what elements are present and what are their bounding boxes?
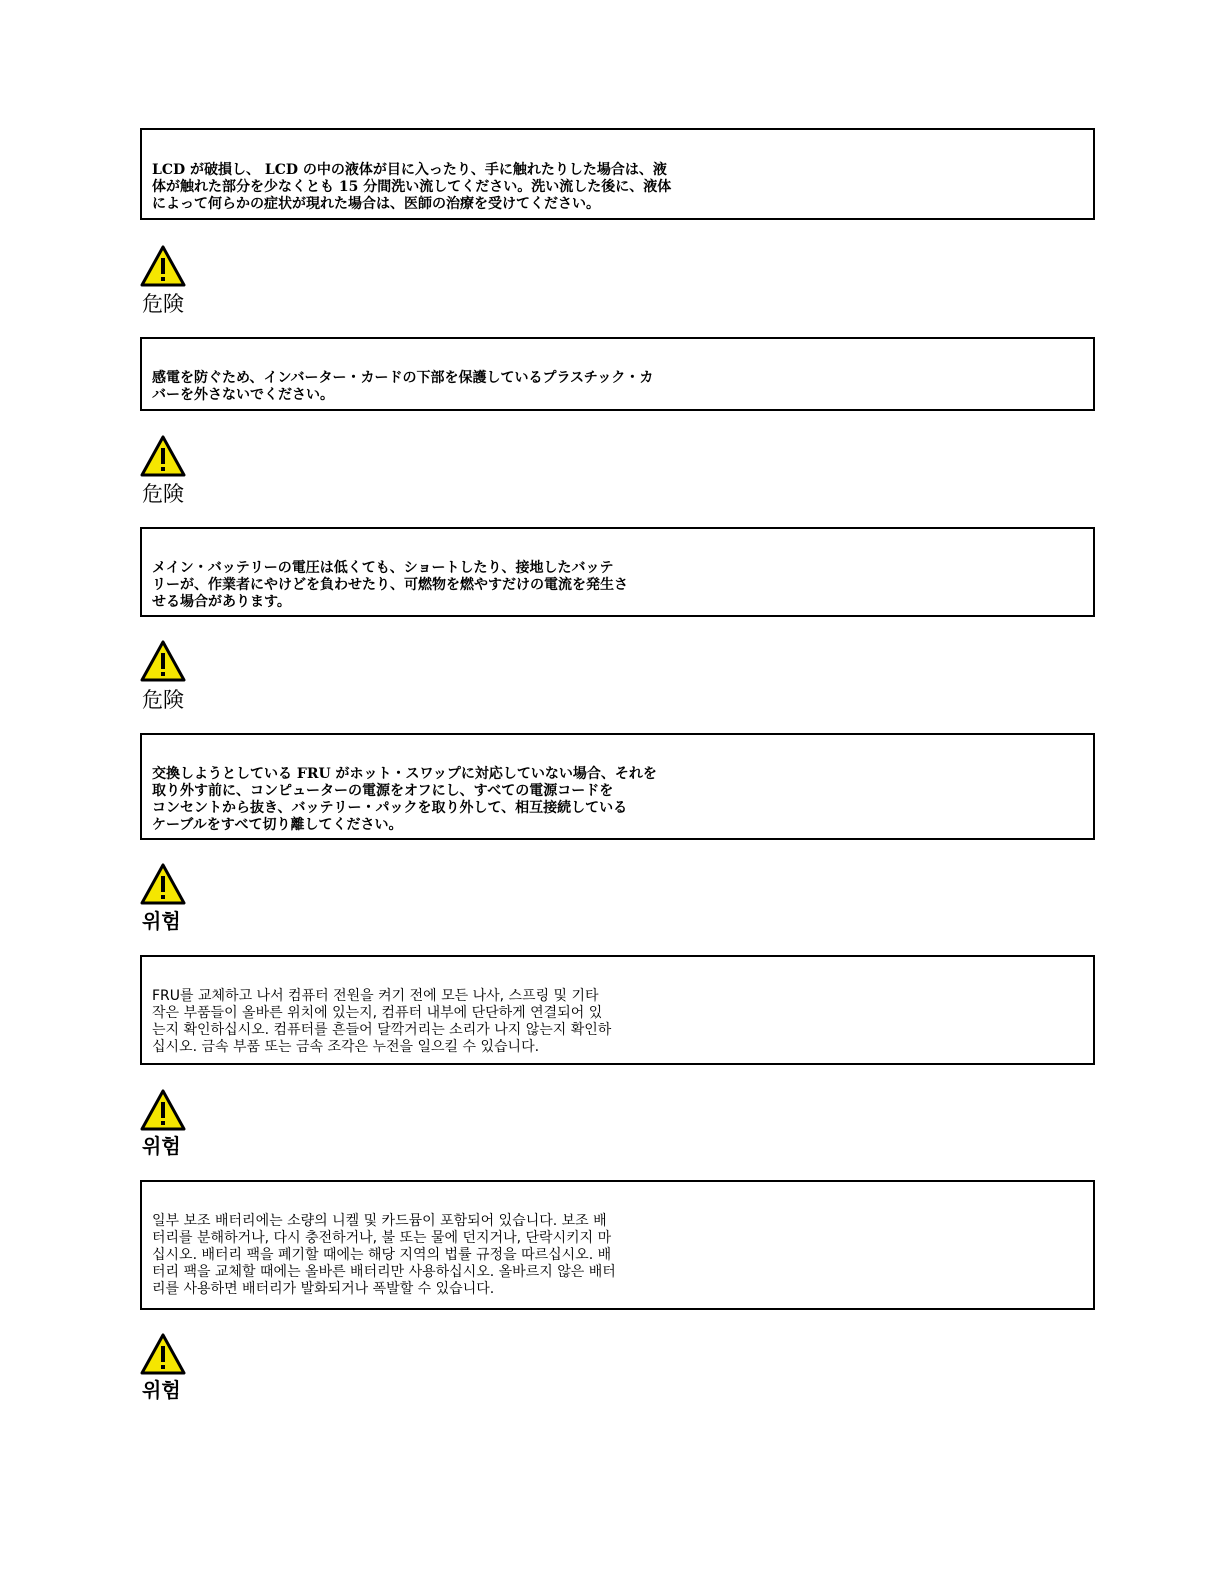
notice-line: 일부 보조 배터리에는 소량의 니켈 및 카드뮴이 포함되어 있습니다. 보조 배 [152, 1213, 607, 1229]
notice-line: 십시오. 배터리 팩을 폐기할 때에는 해당 지역의 법률 규정을 따르십시오. 배 [152, 1247, 612, 1263]
notice-line: 십시오. 금속 부품 또는 금속 조각은 누전을 일으킬 수 있습니다. [152, 1039, 540, 1055]
notice-line: によって何らかの症状が現れた場合は、医師の治療を受けてください。 [152, 196, 600, 212]
warning-triangle-icon [140, 1089, 186, 1131]
danger-label: 위험 [142, 1134, 181, 1158]
notice-line: LCD が破損し、 LCD の中の液体が目に入ったり、手に触れたりした場合は、液 [152, 162, 667, 178]
notice-line: 取り外す前に、コンピューターの電源をオフにし、すべての電源コードを [152, 783, 614, 799]
notice-line: ケーブルをすべて切り離してください。 [152, 817, 403, 833]
notice-line: 터리 팩을 교체할 때에는 올바른 배터리만 사용하십시오. 올바르지 않은 배터 [152, 1264, 616, 1280]
notice-line: 体が触れた部分を少なくとも 15 分間洗い流してください。洗い流した後に、液体 [152, 179, 672, 195]
warning-triangle-icon [140, 640, 186, 682]
notice-line: 리를 사용하면 배터리가 발화되거나 폭발할 수 있습니다. [152, 1281, 495, 1297]
danger-label: 危険 [142, 482, 184, 506]
notice-line: バーを外さないでください。 [152, 387, 334, 403]
notice-box-backup-battery [140, 1180, 1095, 1310]
notice-line: 交換しようとしている FRU がホット・スワップに対応していない場合、それを [152, 766, 657, 782]
notice-line: 는지 확인하십시오. 컴퓨터를 흔들어 달깍거리는 소리가 나지 않는지 확인하 [152, 1022, 612, 1038]
notice-line: FRU를 교체하고 나서 컴퓨터 전원을 켜기 전에 모든 나사, 스프링 및 기타 [152, 988, 599, 1004]
notice-box-inverter [140, 337, 1095, 411]
danger-label: 위험 [142, 1378, 181, 1402]
notice-box-fru-screws [140, 955, 1095, 1065]
notice-line: メイン・バッテリーの電圧は低くても、ショートしたり、接地したバッテ [152, 560, 614, 576]
notice-line: 터리를 분해하거나, 다시 충전하거나, 불 또는 물에 던지거나, 단락시키지 마 [152, 1230, 612, 1246]
warning-triangle-icon [140, 1333, 186, 1375]
notice-line: せる場合があります。 [152, 594, 291, 610]
notice-line: 感電を防ぐため、インバーター・カードの下部を保護しているプラスチック・カ [152, 370, 654, 386]
warning-triangle-icon [140, 245, 186, 287]
notice-box-fru-hot-swap [140, 733, 1095, 840]
danger-label: 危険 [142, 292, 184, 316]
danger-label: 危険 [142, 688, 184, 712]
notice-box-lcd [140, 128, 1095, 220]
warning-triangle-icon [140, 863, 186, 905]
warning-triangle-icon [140, 435, 186, 477]
notice-box-battery-voltage [140, 527, 1095, 617]
danger-label: 위험 [142, 909, 181, 933]
notice-line: 작은 부품들이 올바른 위치에 있는지, 컴퓨터 내부에 단단하게 연결되어 있 [152, 1005, 603, 1021]
notice-line: コンセントから抜き、バッテリー・パックを取り外して、相互接続している [152, 800, 628, 816]
notice-line: リーが、作業者にやけどを負わせたり、可燃物を燃やすだけの電流を発生さ [152, 577, 628, 593]
